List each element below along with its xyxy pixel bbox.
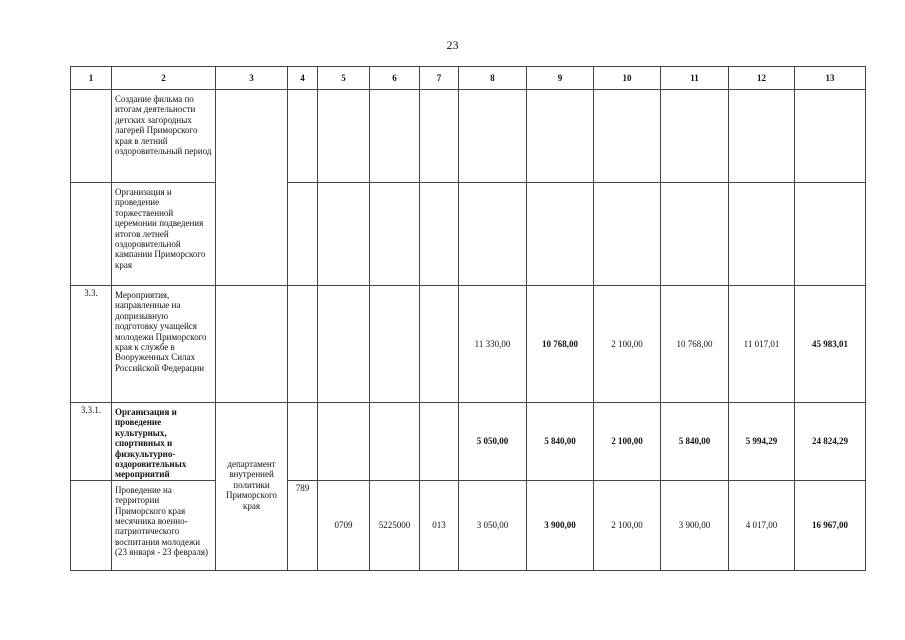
empty-cell [594, 90, 661, 183]
row-description: Организация и проведение торжественной церемонии подведения итогов летней оздоровительной кампании Приморского края [112, 183, 216, 286]
empty-cell [795, 183, 866, 286]
empty-cell [527, 183, 594, 286]
budget-table [70, 66, 866, 571]
empty-cell [795, 90, 866, 183]
empty-cell [288, 90, 318, 183]
empty-cell [318, 183, 370, 286]
empty-cell [420, 90, 459, 183]
value-cell: 4 017,00 [729, 480, 795, 570]
value-cell: 16 967,00 [795, 480, 866, 570]
header-cell: 13 [795, 67, 866, 90]
empty-cell [370, 90, 420, 183]
empty-cell [729, 183, 795, 286]
empty-cell [288, 403, 318, 481]
value-cell: 3 900,00 [527, 480, 594, 570]
empty-cell [370, 183, 420, 286]
empty-cell [288, 286, 318, 403]
empty-cell [459, 183, 527, 286]
empty-cell [661, 183, 729, 286]
grbs-cell: 789 [288, 480, 318, 570]
empty-cell [729, 90, 795, 183]
empty-cell [459, 90, 527, 183]
row-code [71, 183, 112, 286]
row-code [71, 90, 112, 183]
row-description: Организация и проведение культурных, спортивных и физкультурно-оздоровительных мероприятий [112, 403, 216, 481]
empty-cell [216, 286, 288, 403]
row-description: Создание фильма по итогам деятельности детских загородных лагерей Приморского края в летний оздоровительный период [112, 90, 216, 183]
empty-cell [318, 90, 370, 183]
row-code: 3.3. [71, 286, 112, 403]
header-cell: 8 [459, 67, 527, 90]
row-description: Мероприятия, направленные на допризывную подготовку учащейся молодежи Приморского края к службе в Вооруженных Силах Российской Федерации [112, 286, 216, 403]
value-cell: 11 017,01 [729, 286, 795, 403]
value-cell: 11 330,00 [459, 286, 527, 403]
header-cell: 5 [318, 67, 370, 90]
value-cell: 5225000 [370, 480, 420, 570]
header-cell: 6 [370, 67, 420, 90]
empty-cell [420, 403, 459, 481]
empty-cell [420, 183, 459, 286]
value-cell: 5 840,00 [527, 403, 594, 481]
value-cell: 3 050,00 [459, 480, 527, 570]
header-cell: 4 [288, 67, 318, 90]
value-cell: 013 [420, 480, 459, 570]
department-cell: департамент внутренней политики Приморского края [216, 403, 288, 571]
value-cell: 10 768,00 [661, 286, 729, 403]
empty-cell [370, 286, 420, 403]
value-cell: 2 100,00 [594, 286, 661, 403]
empty-cell [420, 286, 459, 403]
header-cell: 3 [216, 67, 288, 90]
empty-cell [370, 403, 420, 481]
value-cell: 5 050,00 [459, 403, 527, 481]
value-cell: 10 768,00 [527, 286, 594, 403]
empty-cell [527, 90, 594, 183]
header-cell: 2 [112, 67, 216, 90]
value-cell: 2 100,00 [594, 403, 661, 481]
value-cell: 24 824,29 [795, 403, 866, 481]
table-row [71, 183, 866, 286]
row-code [71, 480, 112, 570]
empty-cell [661, 90, 729, 183]
value-cell: 5 994,29 [729, 403, 795, 481]
value-cell: 2 100,00 [594, 480, 661, 570]
value-cell: 3 900,00 [661, 480, 729, 570]
table-header-row [71, 67, 866, 90]
table-row [71, 480, 866, 570]
table-row [71, 286, 866, 403]
table-row [71, 403, 866, 481]
empty-cell [288, 183, 318, 286]
row-description: Проведение на территории Приморского края месячника военно-патриотического воспитания молодежи (23 января - 23 февраля) [112, 480, 216, 570]
header-cell: 9 [527, 67, 594, 90]
header-cell: 1 [71, 67, 112, 90]
table-row [71, 90, 866, 183]
header-cell: 10 [594, 67, 661, 90]
empty-cell [594, 183, 661, 286]
header-cell: 12 [729, 67, 795, 90]
value-cell: 45 983,01 [795, 286, 866, 403]
empty-cell [318, 403, 370, 481]
header-cell: 7 [420, 67, 459, 90]
page-number: 23 [446, 38, 459, 52]
empty-cell [216, 90, 288, 286]
value-cell: 0709 [318, 480, 370, 570]
header-cell: 11 [661, 67, 729, 90]
empty-cell [318, 286, 370, 403]
value-cell: 5 840,00 [661, 403, 729, 481]
row-code: 3.3.1. [71, 403, 112, 481]
